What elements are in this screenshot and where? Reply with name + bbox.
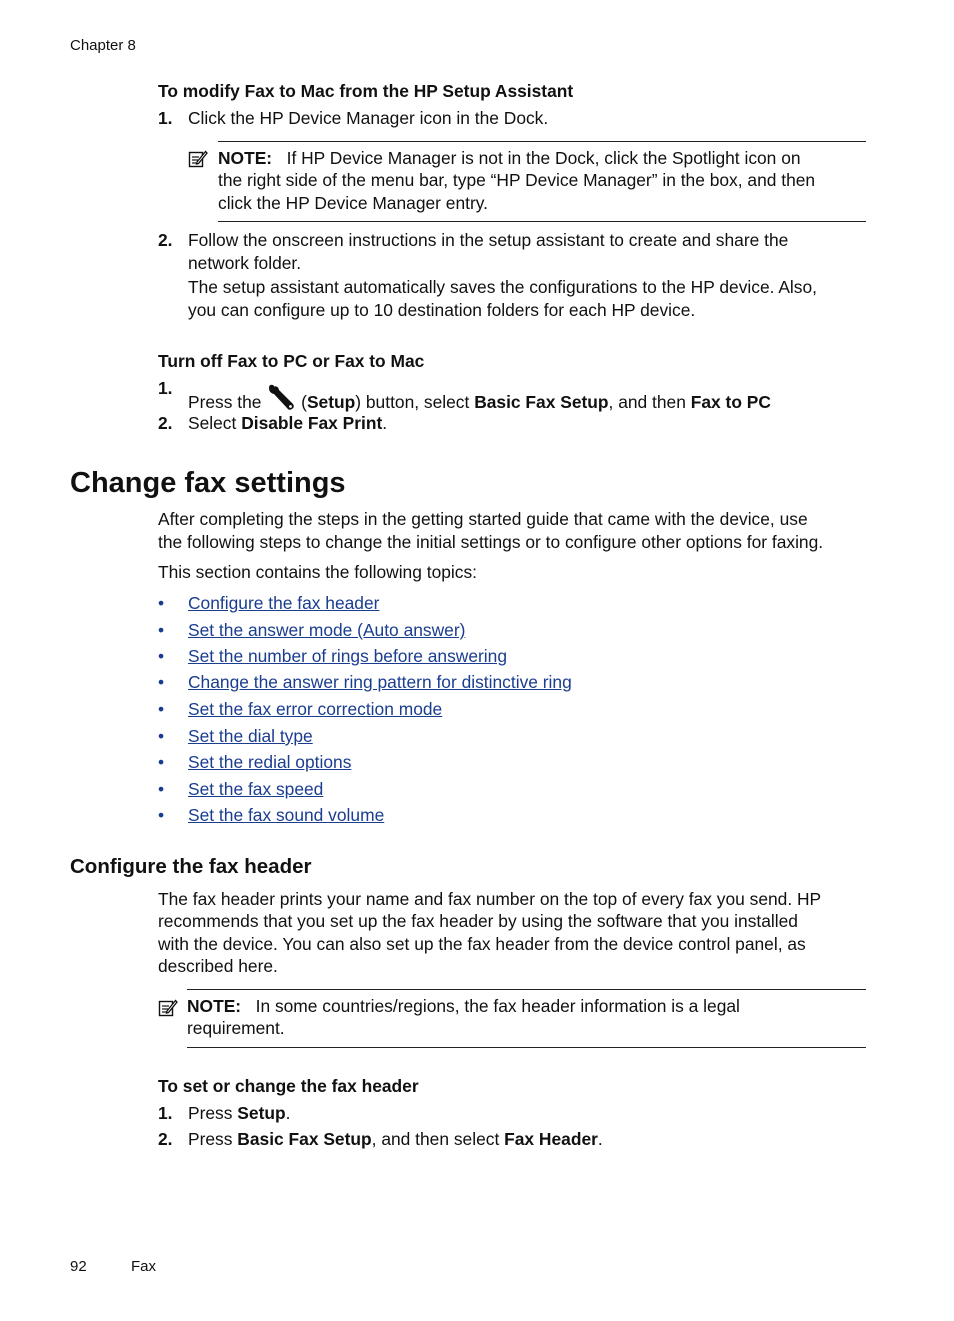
topic-link[interactable]: Set the redial options <box>188 752 352 772</box>
header-step1-text: Press Setup. <box>188 1103 291 1123</box>
topic-bullet: • <box>158 779 165 799</box>
wrench-icon <box>266 384 296 412</box>
topic-bullet: • <box>158 620 165 640</box>
topic-link[interactable]: Change the answer ring pattern for distinctive ring <box>188 672 572 692</box>
mac-step1-number: 1. <box>158 108 173 128</box>
mac-step2-line3: The setup assistant automatically saves the configurations to the HP device. Also, <box>188 277 817 297</box>
page-number: 92 <box>70 1258 87 1275</box>
mac-note-line1: NOTE: If HP Device Manager is not in the Dock, click the Spotlight icon on <box>218 148 801 168</box>
note2-bottom-rule <box>187 1047 866 1048</box>
mac-procedure-title: To modify Fax to Mac from the HP Setup Assistant <box>158 81 574 101</box>
header-step1-number: 1. <box>158 1103 173 1123</box>
mac-step2-line1: Follow the onscreen instructions in the setup assistant to create and share the <box>188 230 789 250</box>
turnoff-step1-number: 1. <box>158 378 173 398</box>
topic-bullet: • <box>158 726 165 746</box>
header-para-line1: The fax header prints your name and fax number on the top of every fax you send. HP <box>158 889 822 909</box>
topic-link[interactable]: Set the answer mode (Auto answer) <box>188 620 466 640</box>
header-note-line1: NOTE: In some countries/regions, the fax header information is a legal <box>187 996 740 1016</box>
mac-step1-text: Click the HP Device Manager icon in the Dock. <box>188 108 549 128</box>
topic-link[interactable]: Configure the fax header <box>188 593 380 613</box>
topic-bullet: • <box>158 646 165 666</box>
turnoff-title: Turn off Fax to PC or Fax to Mac <box>158 351 425 371</box>
note-bottom-rule <box>218 221 866 222</box>
topic-link[interactable]: Set the fax sound volume <box>188 805 385 825</box>
footer-section-name: Fax <box>131 1258 157 1275</box>
turnoff-step1-text: Press the (Setup) button, select Basic Fax Setup, and then Fax to PC <box>188 384 771 414</box>
topic-link[interactable]: Set the dial type <box>188 726 313 746</box>
topic-bullet: • <box>158 699 165 719</box>
header-para-line3: with the device. You can also set up the fax header from the device control panel, as <box>158 934 806 954</box>
topic-link[interactable]: Set the fax speed <box>188 779 324 799</box>
topic-bullet: • <box>158 805 165 825</box>
header-step2-text: Press Basic Fax Setup, and then select Fax Header. <box>188 1129 603 1149</box>
mac-step2-number: 2. <box>158 230 173 250</box>
note2-top-rule <box>187 989 866 990</box>
mac-step2-line2: network folder. <box>188 253 302 273</box>
topic-link[interactable]: Set the fax error correction mode <box>188 699 443 719</box>
set-header-procedure-title: To set or change the fax header <box>158 1076 419 1096</box>
topic-link[interactable]: Set the number of rings before answering <box>188 646 508 666</box>
mac-note-line3: click the HP Device Manager entry. <box>218 193 488 213</box>
header-para-line4: described here. <box>158 956 278 976</box>
topic-bullet: • <box>158 752 165 772</box>
topic-bullet: • <box>158 593 165 613</box>
turnoff-step2-text: Select Disable Fax Print. <box>188 413 388 433</box>
change-intro-line2: the following steps to change the initial settings or to configure other options for faxing. <box>158 532 824 552</box>
mac-step2-line4: you can configure up to 10 destination folders for each HP device. <box>188 300 696 320</box>
turnoff-step2-number: 2. <box>158 413 173 433</box>
header-step2-number: 2. <box>158 1129 173 1149</box>
chapter-label: Chapter 8 <box>70 37 136 54</box>
note-icon <box>158 998 178 1018</box>
change-intro-line1: After completing the steps in the getting started guide that came with the device, use <box>158 509 808 529</box>
header-note-line2: requirement. <box>187 1018 285 1038</box>
note-label: NOTE: <box>187 996 242 1016</box>
topic-bullet: • <box>158 672 165 692</box>
note-label: NOTE: <box>218 148 273 168</box>
configure-header-heading: Configure the fax header <box>70 855 312 878</box>
header-para-line2: recommends that you set up the fax header by using the software that you installed <box>158 911 798 931</box>
note-top-rule <box>218 141 866 142</box>
note-icon <box>188 149 208 169</box>
topics-intro: This section contains the following topics: <box>158 562 477 582</box>
change-fax-settings-heading: Change fax settings <box>70 467 346 499</box>
mac-note-line2: the right side of the menu bar, type “HP Device Manager” in the box, and then <box>218 170 816 190</box>
